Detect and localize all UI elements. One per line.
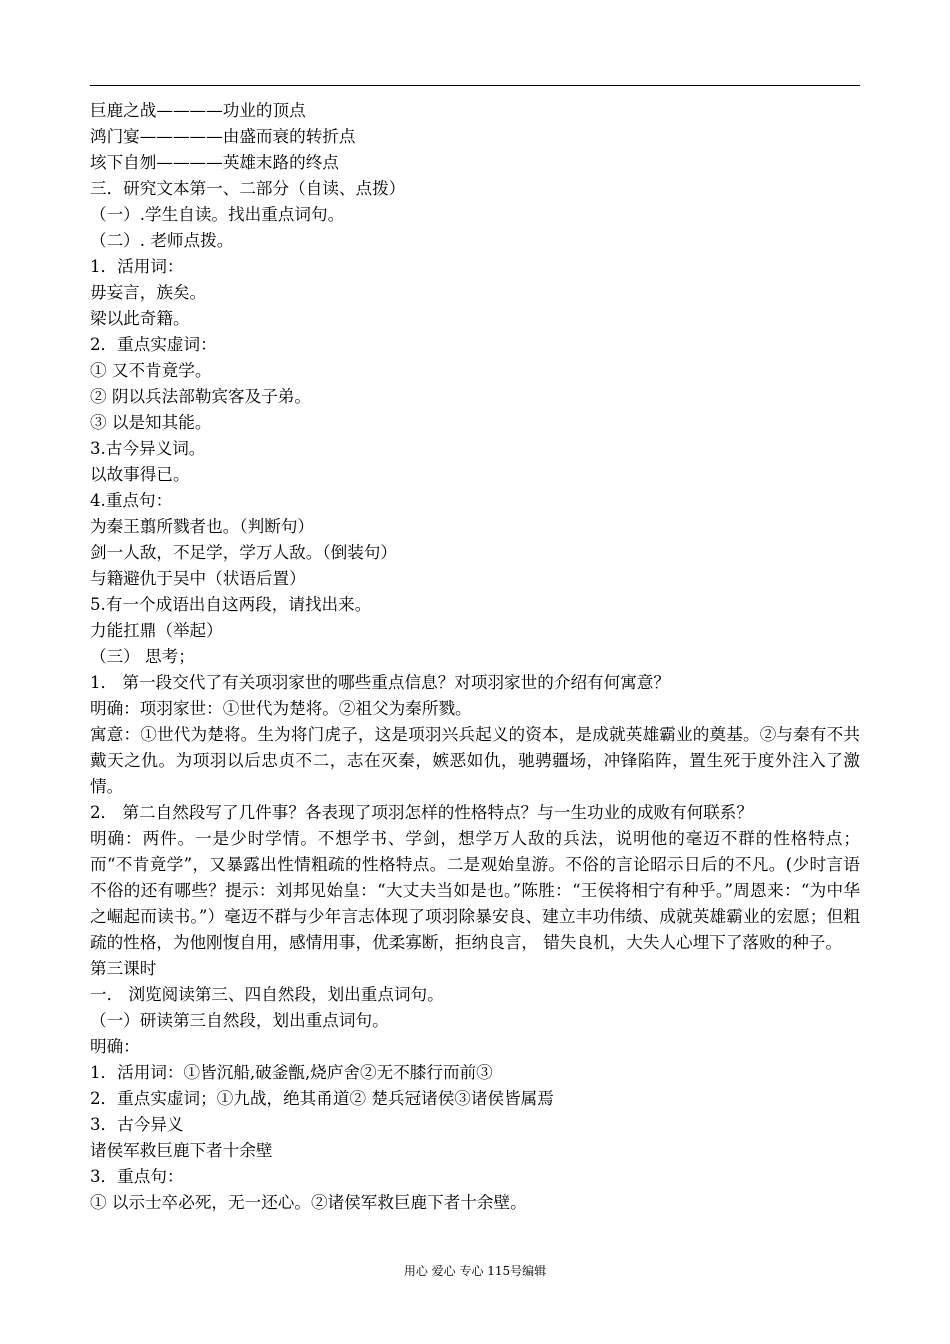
lesson-heading: 第三课时 (90, 959, 157, 978)
question-line: 1． 第一段交代了有关项羽家世的哪些重点信息？对项羽家世的介绍有何寓意？ (90, 673, 671, 692)
page-footer: 用心 爱心 专心 115号编辑 (403, 1264, 547, 1278)
paragraph-meaning: 寓意：①世代为楚将。生为将门虎子，这是项羽兴兵起义的资本，是成就英雄霸业的奠基。②与秦有不共戴天之仇。为项羽以后忠贞不二，志在灭秦，嫉恶如仇，驰骋疆场，冲锋陷阵，置生死于度外注入了激情。 (90, 725, 860, 796)
text-line: 鸿门宴—————由盛而衰的转折点 (90, 127, 356, 146)
text-line: （二）. 老师点拨。 (90, 231, 234, 250)
text-line: 梁以此奇籍。 (90, 309, 190, 328)
text-line: ① 以示士卒必死，无一还心。②诸侯军救巨鹿下者十余壁。 (90, 1193, 527, 1212)
text-line: 1．活用词：①皆沉船,破釜甑,烧庐舍②无不膝行而前③ (90, 1063, 493, 1082)
text-line: （三） 思考； (90, 647, 195, 666)
text-line: 4.重点句： (90, 491, 173, 510)
text-line: ② 阴以兵法部勒宾客及子弟。 (90, 387, 311, 406)
section-heading: 三．研究文本第一、二部分（自读、点拨） (90, 179, 406, 198)
paragraph-answer: 明确：两件。一是少时学情。不想学书、学剑，想学万人敌的兵法，说明他的毫迈不群的性格特点；而“不肯竟学”，又暴露出性情粗疏的性格特点。二是观始皇游。不俗的言论昭示日后的不凡。(少时言语不俗的还有哪些？提示：刘邦见始皇：“大丈夫当如是也。”陈胜：“王侯将相宁有种乎。”周恩来：“为中华之崛起而读书。”）毫迈不群与少年言志体现了项羽除暴安良、建立丰功伟绩、成就英雄霸业的宏愿；但粗疏的性格，为他刚愎自用，感情用事，优柔寡断，拒纳良言， 错失良机，大失人心埋下了落败的种子。 (90, 829, 860, 952)
text-line: 2．重点实虚词： (90, 335, 217, 354)
text-line: 5.有一个成语出自这两段，请找出来。 (90, 595, 372, 614)
text-line: 1．活用词： (90, 257, 184, 276)
text-line: 为秦王翦所戮者也。（判断句） (90, 517, 315, 536)
text-line: 2．重点实虚词；①九战，绝其甬道② 楚兵冠诸侯③诸侯皆属焉 (90, 1089, 554, 1108)
text-line: 巨鹿之战————功业的顶点 (90, 101, 306, 120)
header-rule (90, 85, 860, 86)
text-line: 明确：项羽家世：①世代为楚将。②祖父为秦所戮。 (90, 699, 472, 718)
document-body (90, 98, 860, 1216)
text-line: 与籍避仇于吴中（状语后置） (90, 569, 306, 588)
text-line: 3．古今异义 (90, 1115, 184, 1134)
text-line: 诸侯军救巨鹿下者十余壁 (90, 1141, 273, 1160)
text-line: ③ 以是知其能。 (90, 413, 212, 432)
text-line: 毋妄言，族矣。 (90, 283, 207, 302)
text-line: 一． 浏览阅读第三、四自然段，划出重点词句。 (90, 985, 444, 1004)
question-line: 2． 第二自然段写了几件事？各表现了项羽怎样的性格特点？与一生功业的成败有何联系？ (90, 803, 753, 822)
text-line: 明确： (90, 1037, 140, 1056)
text-line: 3.古今异义词。 (90, 439, 206, 458)
text-line: 3．重点句： (90, 1167, 184, 1186)
text-line: （一）.学生自读。找出重点词句。 (90, 205, 345, 224)
text-line: 剑一人敌，不足学，学万人敌。（倒装句） (90, 543, 397, 562)
text-line: 力能扛鼎（举起） (90, 621, 223, 640)
text-line: （一）研读第三自然段，划出重点词句。 (90, 1011, 389, 1030)
text-line: 垓下自刎————英雄末路的终点 (90, 153, 339, 172)
text-line: ① 又不肯竟学。 (90, 361, 212, 380)
text-line: 以故事得已。 (90, 465, 190, 484)
